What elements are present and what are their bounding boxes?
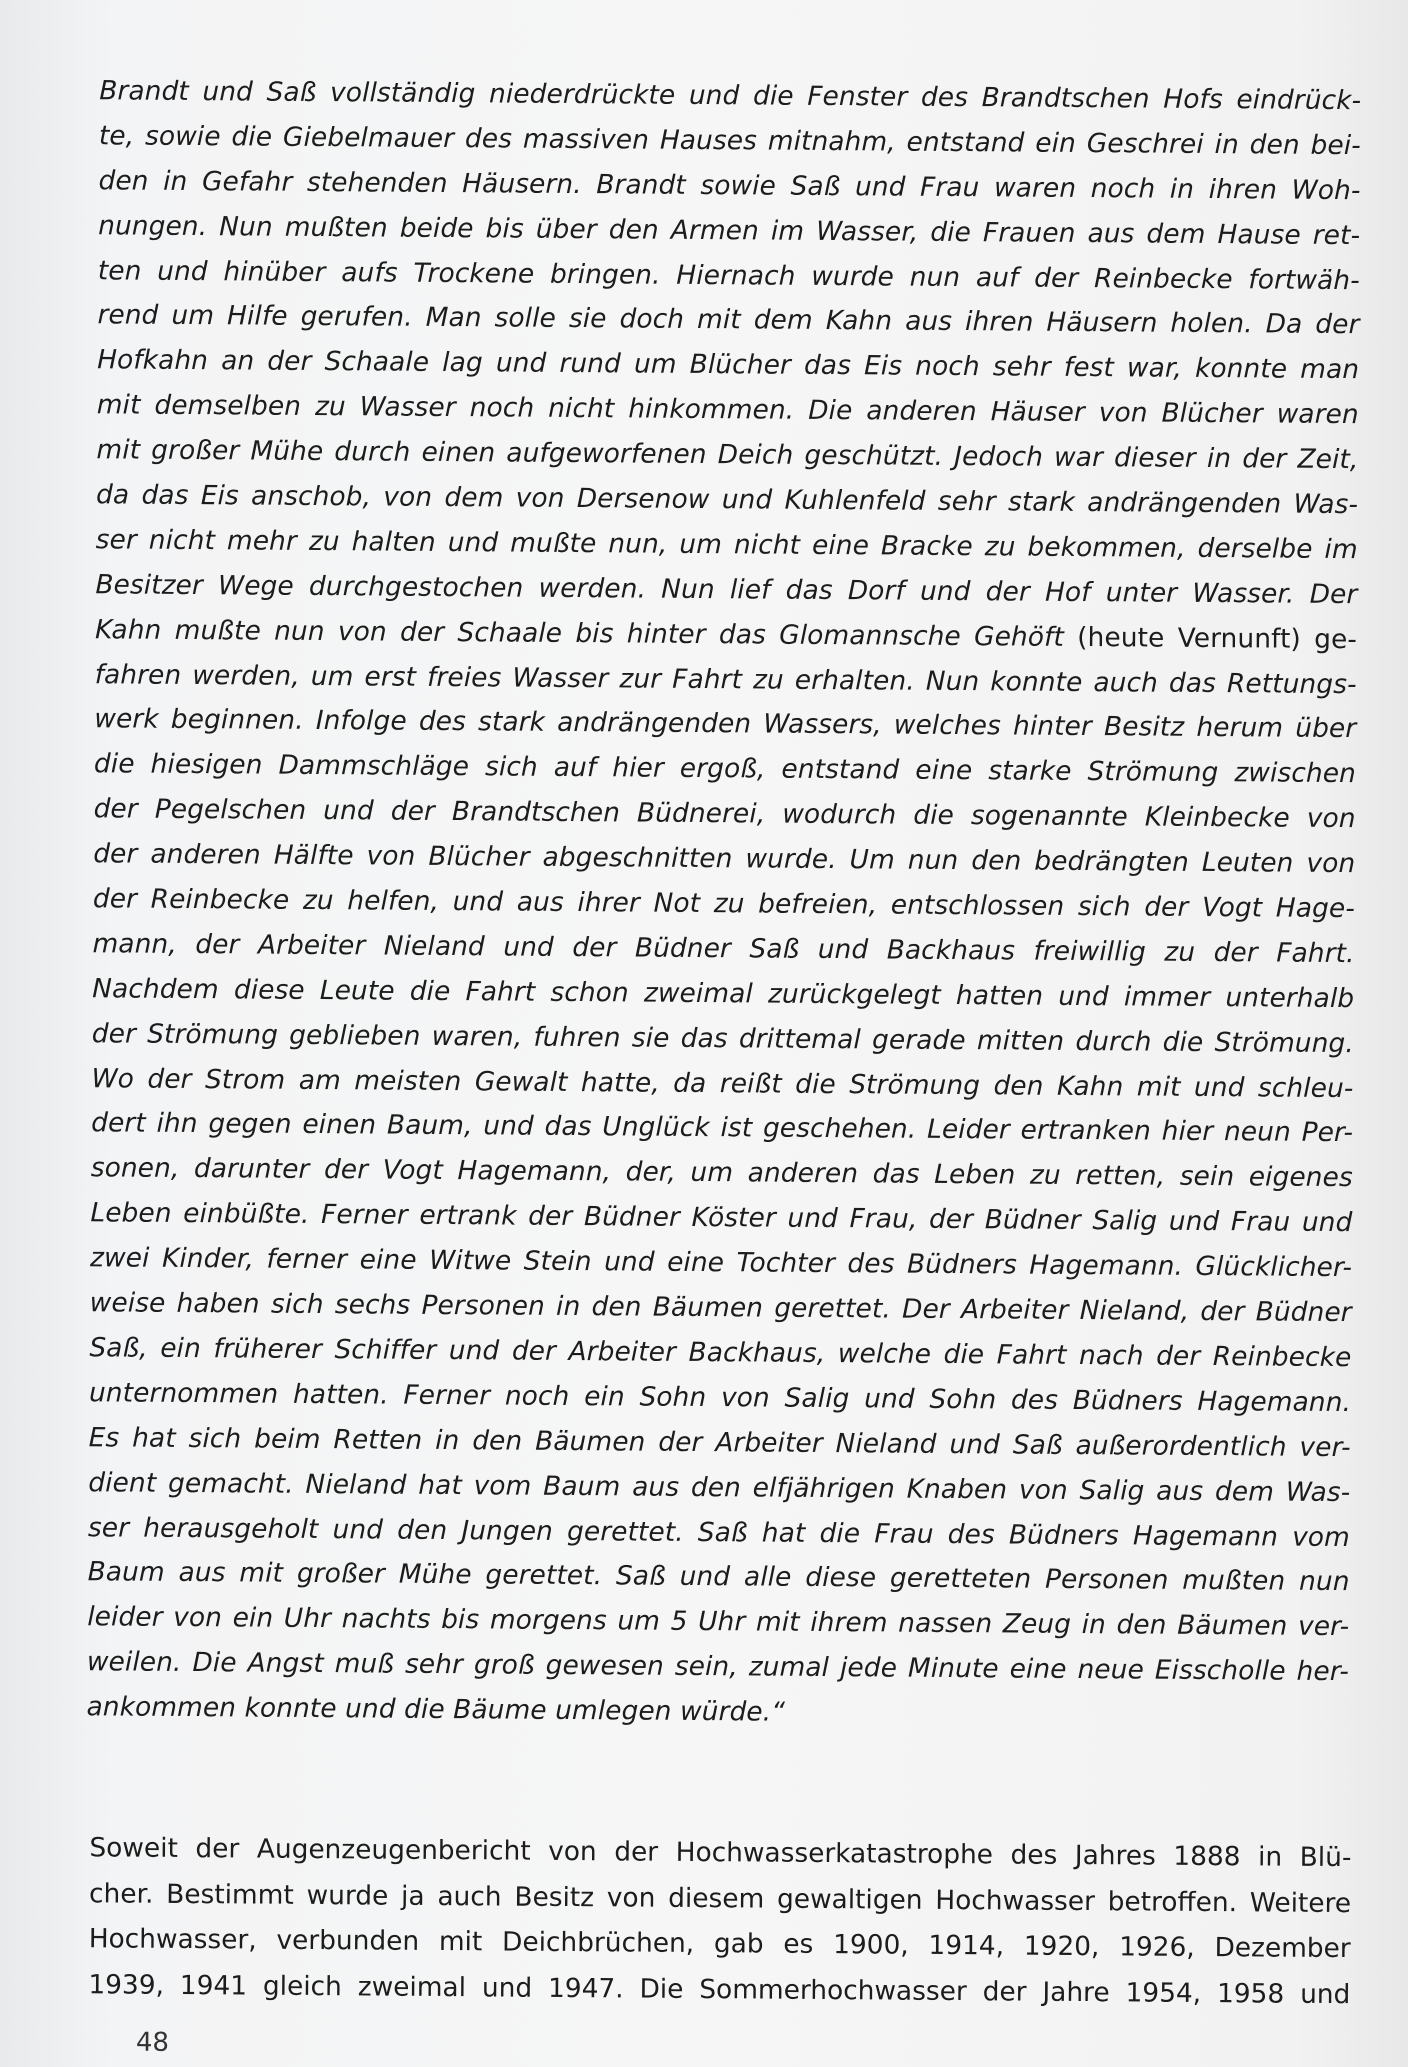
quote-line-upright-part: (heute Vernunft) ge-: [1077, 621, 1358, 655]
quote-line: ser nicht mehr zu halten und mußte nun, um nicht eine Bracke zu bekommen, derselbe im: [95, 524, 1358, 566]
quote-line: fahren werden, um erst freies Wasser zur Fahrt zu erhalten. Nun konnte auch das Rettungs-: [94, 658, 1357, 700]
paragraph-line: Hochwasser, verbunden mit Deichbrüchen, gab es 1900, 1914, 1920, 1926, Dezember: [88, 1923, 1351, 1965]
page-number: 48: [135, 2027, 170, 2058]
quote-line: den in Gefahr stehenden Häusern. Brandt sowie Saß und Frau waren noch in ihren Woh-: [98, 165, 1361, 206]
paragraph-line: Soweit der Augenzeugenbericht von der Hochwasserkatastrophe des Jahres 1888 in Blü-: [89, 1832, 1352, 1874]
quote-line: Saß, ein früherer Schiffer und der Arbeiter Backhaus, welche die Fahrt nach der Reinbecke: [89, 1332, 1352, 1374]
quote-line: die hiesigen Dammschläge sich auf hier ergoß, entstand eine starke Strömung zwischen: [93, 748, 1357, 790]
quote-line: der Pegelschen und der Brandtschen Büdnerei, wodurch die sogenannte Kleinbecke von: [93, 793, 1356, 835]
quote-line: ser herausgeholt und den Jungen gerettet. Saß hat die Frau des Büdners Hagemann vom: [87, 1511, 1351, 1553]
quote-line: werk beginnen. Infolge des stark andrängenden Wassers, welches hinter Besitz herum über: [94, 703, 1357, 745]
quote-line: Leben einbüßte. Ferner ertrank der Büdner Köster und Frau, der Büdner Salig und Frau und: [90, 1197, 1353, 1239]
quote-line: weise haben sich sechs Personen in den Bäumen gerettet. Der Arbeiter Nieland, der Büdner: [89, 1287, 1352, 1329]
quote-line: mit demselben zu Wasser noch nicht hinkommen. Die anderen Häuser von Blücher waren: [96, 389, 1359, 431]
quote-line: dert ihn gegen einen Baum, und das Unglück ist geschehen. Leider ertranken hier neun Per-: [91, 1107, 1354, 1149]
eyewitness-quote: [86, 69, 1361, 1740]
quote-line: der Reinbecke zu helfen, und aus ihrer Not zu befreien, entschlossen sich der Vogt Hage-: [92, 883, 1356, 925]
quote-line: weilen. Die Angst muß sehr groß gewesen sein, zumal jede Minute eine neue Eisscholle her-: [86, 1646, 1350, 1688]
quote-line: Baum aus mit großer Mühe gerettet. Saß und alle diese geretteten Personen mußten nun: [87, 1556, 1350, 1598]
quote-line: Es hat sich beim Retten in den Bäumen der Arbeiter Nieland und Saß außerordentlich ver-: [88, 1421, 1351, 1463]
quote-line: Nachdem diese Leute die Fahrt schon zweimal zurückgelegt hatten und immer unterhalb: [92, 973, 1355, 1014]
quote-line: ankommen konnte und die Bäume umlegen würde.“: [86, 1691, 786, 1728]
paragraph-line: cher. Bestimmt wurde ja auch Besitz von diesem gewaltigen Hochwasser betroffen. Weitere: [88, 1877, 1352, 1919]
quote-line: der Strömung geblieben waren, fuhren sie das drittemal gerade mitten durch die Strömung.: [91, 1017, 1354, 1059]
quote-line: Besitzer Wege durchgestochen werden. Nun lief das Dorf und der Hof unter Wasser. Der: [95, 569, 1358, 610]
quote-line: Brandt und Saß vollständig niederdrückte und die Fenster des Brandtschen Hofs eindrück-: [99, 75, 1362, 117]
quote-line: leider von ein Uhr nachts bis morgens um 5 Uhr mit ihrem nassen Zeug in den Bäumen ver-: [87, 1601, 1350, 1643]
quote-line: nungen. Nun mußten beide bis über den Armen im Wasser, die Frauen aus dem Hause ret-: [98, 209, 1361, 251]
quote-line: mit großer Mühe durch einen aufgeworfenen Deich geschützt. Jedoch war dieser in der Zeit,: [96, 434, 1359, 476]
quote-line: rend um Hilfe gerufen. Man solle sie doch mit dem Kahn aus ihren Häusern holen. Da der: [97, 299, 1360, 341]
quote-line: Hofkahn an der Schaale lag und rund um Blücher das Eis noch sehr fest war, konnte man: [97, 344, 1360, 386]
quote-line: der anderen Hälfte von Blücher abgeschnitten wurde. Um nun den bedrängten Leuten von: [93, 838, 1356, 880]
paragraph-line: 1939, 1941 gleich zweimal und 1947. Die Sommerhochwasser der Jahre 1954, 1958 und: [88, 1968, 1351, 2010]
quote-line: Wo der Strom am meisten Gewalt hatte, da reißt die Strömung den Kahn mit und schleu-: [91, 1062, 1354, 1104]
quote-line: mann, der Arbeiter Nieland und der Büdner Saß und Backhaus freiwillig zu der Fahrt.: [92, 928, 1355, 970]
quote-line: da das Eis anschob, von dem von Dersenow und Kuhlenfeld sehr stark andrängenden Was-: [95, 479, 1359, 521]
body-paragraph: [88, 1825, 1351, 2017]
quote-line: unternommen hatten. Ferner noch ein Sohn von Salig und Sohn des Büdners Hagemann.: [88, 1377, 1352, 1418]
quote-line: ten und hinüber aufs Trockene bringen. Hiernach wurde nun auf der Reinbecke fortwäh-: [97, 254, 1360, 296]
quote-line: dient gemacht. Nieland hat vom Baum aus den elfjährigen Knaben von Salig aus dem Was-: [88, 1466, 1351, 1508]
quote-line: zwei Kinder, ferner eine Witwe Stein und eine Tochter des Büdners Hagemann. Glücklicher-: [89, 1242, 1353, 1284]
quote-line: te, sowie die Giebelmauer des massiven Hauses mitnahm, entstand ein Geschrei in den bei-: [98, 120, 1361, 162]
quote-line: sonen, darunter der Vogt Hagemann, der, um anderen das Leben zu retten, sein eigenes: [90, 1152, 1353, 1194]
quote-line-italic-part: Kahn mußte nun von der Schaale bis hinter das Glomannsche Gehöft: [94, 613, 1065, 653]
